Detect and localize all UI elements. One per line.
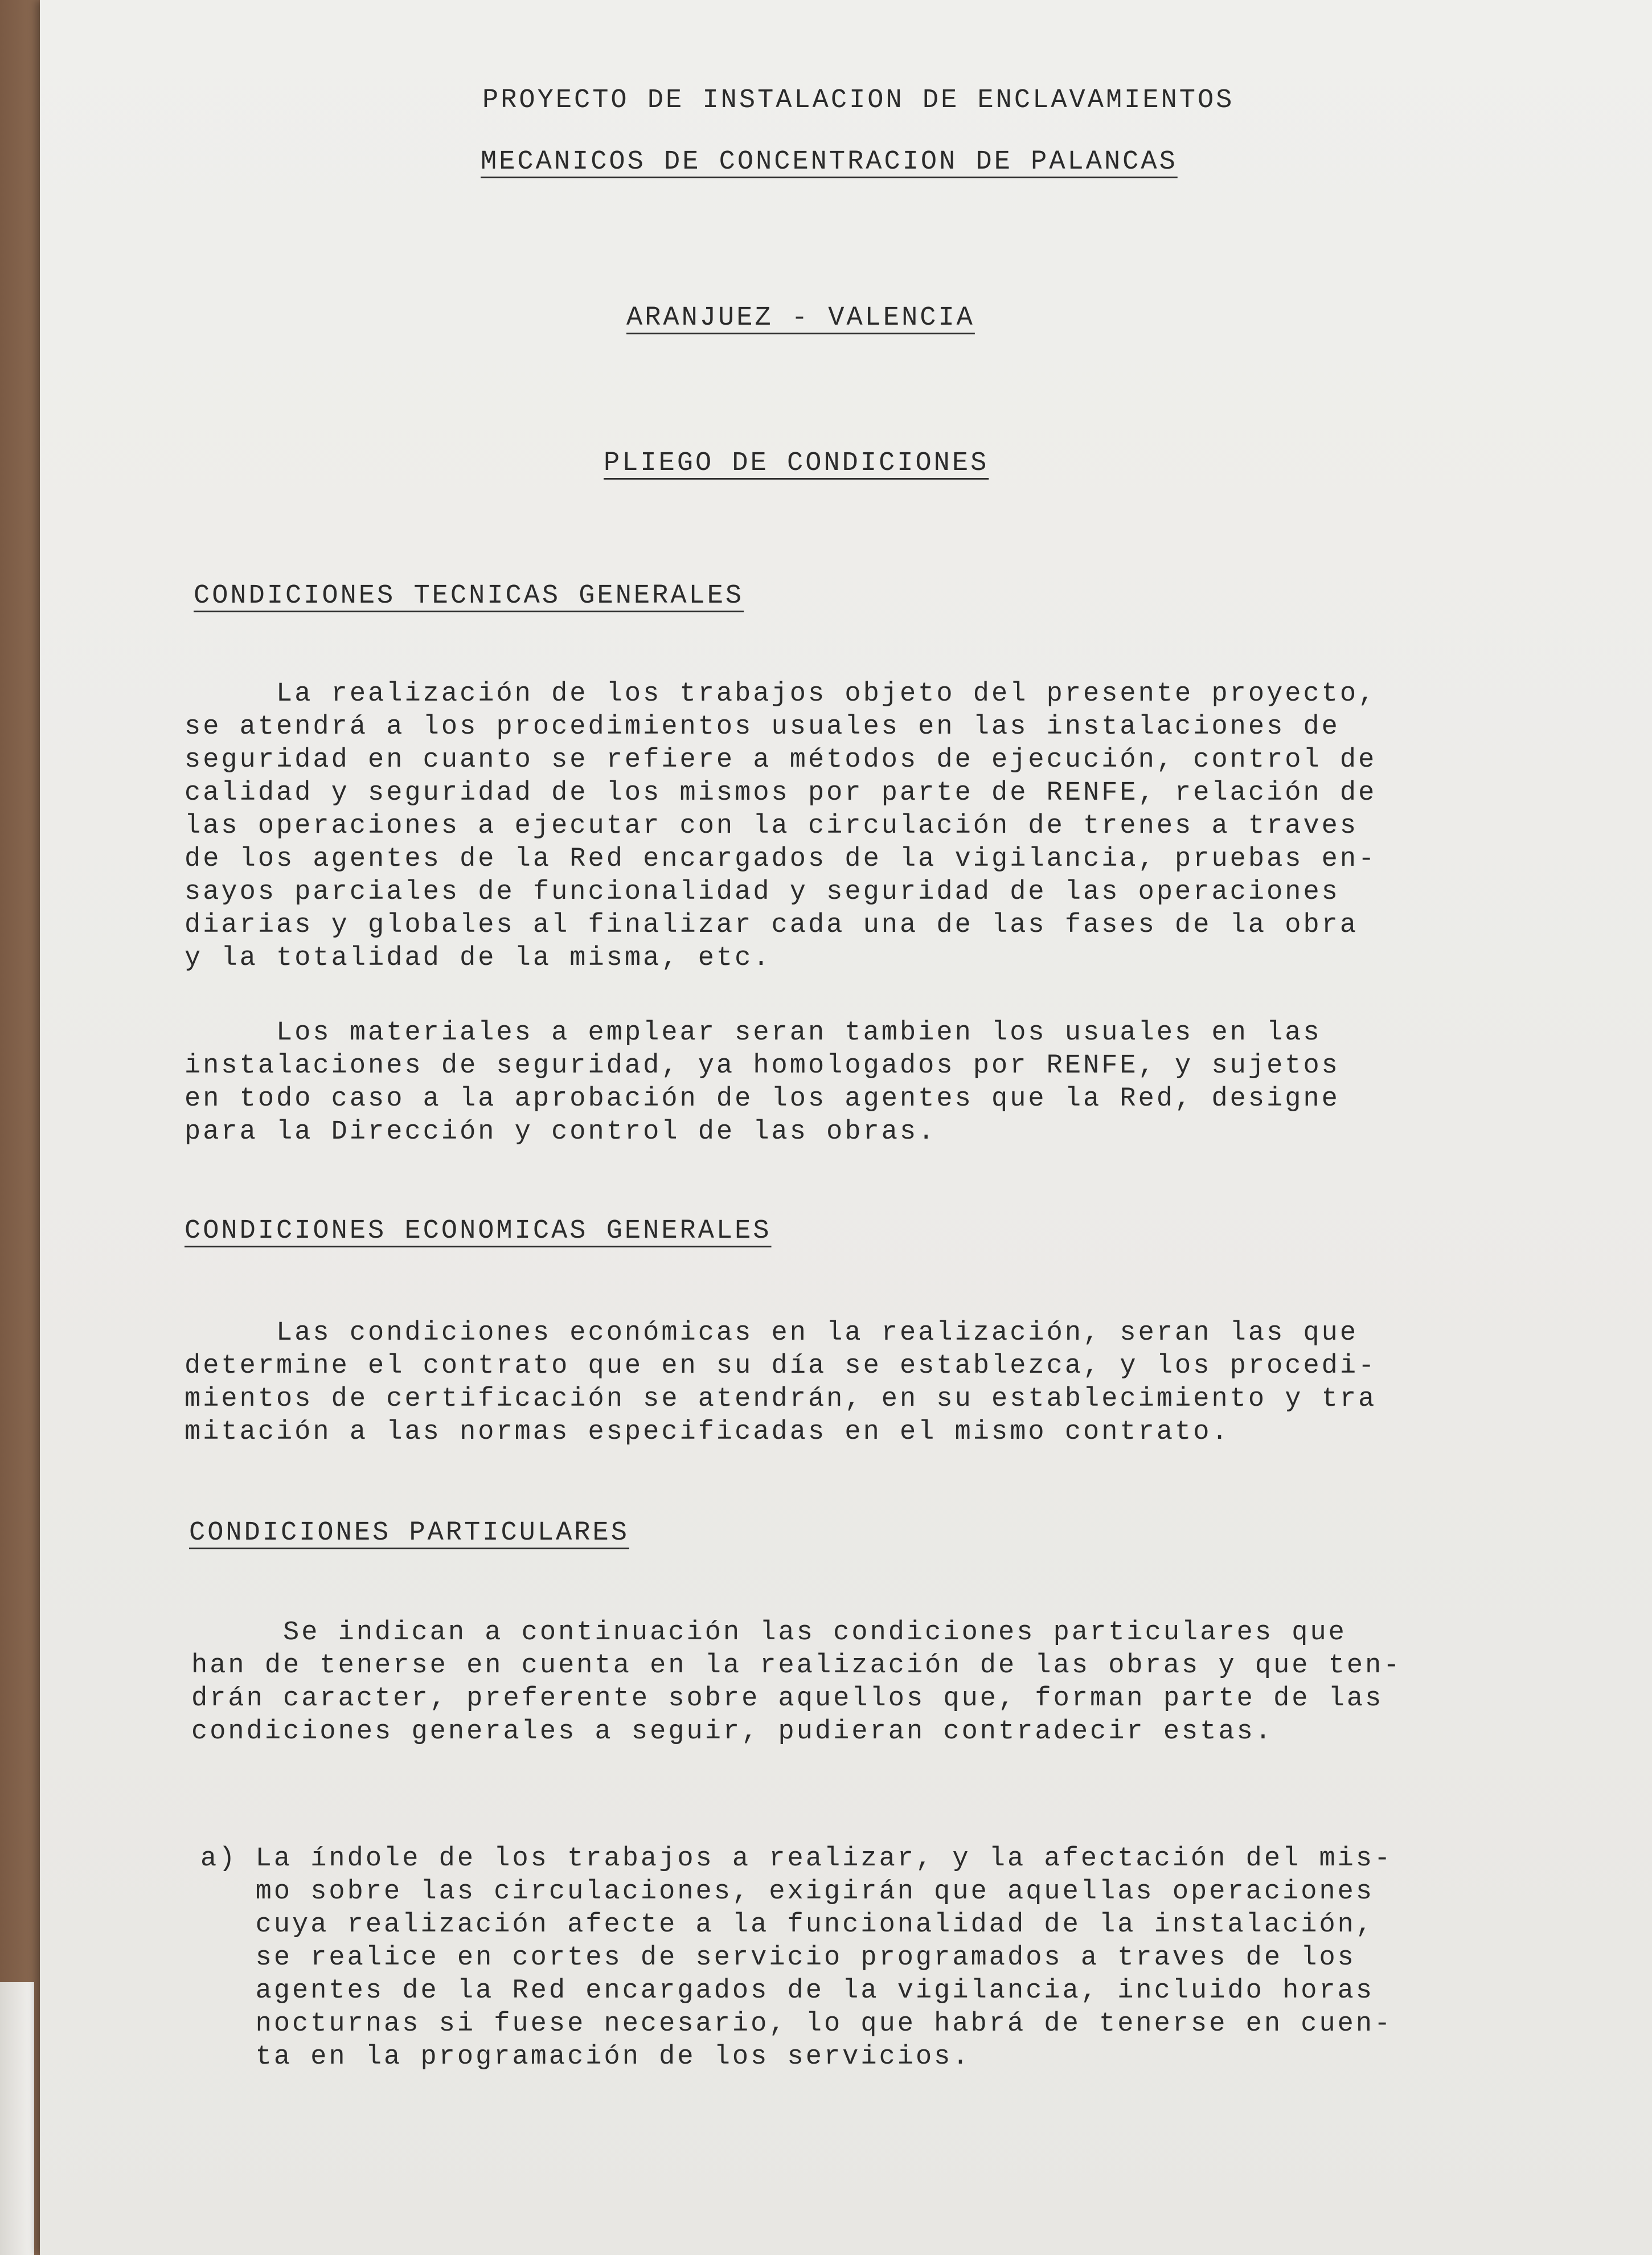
- route-title: ARANJUEZ - VALENCIA: [626, 303, 975, 333]
- paragraph-particulares: Se indican a continuación las condiciones particulares que han de tenerse en cuenta en la realización de las obras y que ten- drán caracter, preferente sobre aquellos que, forman parte de las condiciones generales a seguir, pudieran contradecir estas.: [191, 1618, 1402, 1747]
- document-title: PLIEGO DE CONDICIONES: [604, 448, 989, 478]
- section-heading-particulares: CONDICIONES PARTICULARES: [189, 1518, 629, 1548]
- section-heading-economicas: CONDICIONES ECONOMICAS GENERALES: [185, 1216, 772, 1246]
- paragraph-tecnicas-1: La realización de los trabajos objeto del presente proyecto, se atendrá a los procedimientos usuales en las instalaciones de seguridad en cuanto se refiere a métodos de ejecución, control de calidad y seguridad de los mismos por parte de RENFE, relación de las operaciones a ejecutar con la circulación de trenes a traves de los agentes de la Red encargados de la vigilancia, pruebas en- sayos parciales de funcionalidad y seguridad de las operaciones diarias y globales al finalizar cada una de las fases de la obra y la totalidad de la misma, etc.: [185, 679, 1377, 973]
- title-line-2: MECANICOS DE CONCENTRACION DE PALANCAS: [481, 147, 1178, 177]
- paragraph-tecnicas-2: Los materiales a emplear seran tambien los usuales en las instalaciones de seguridad, ya homologados por RENFE, y sujetos en todo caso a la aprobación de los agentes que la Red, designe para la Dirección y control de las obras.: [185, 1018, 1340, 1147]
- title-line-1: PROYECTO DE INSTALACION DE ENCLAVAMIENTOS: [482, 85, 1235, 116]
- document-page: [40, 0, 1652, 2255]
- paragraph-economicas: Las condiciones económicas en la realización, seran las que determine el contrato que en su día se establezca, y los procedi- mientos de certificación se atendrán, en su establecimiento y tra mitación a las normas especificadas en el mismo contrato.: [185, 1318, 1377, 1447]
- list-item-a: a) La índole de los trabajos a realizar, y la afectación del mis- mo sobre las circulaciones, exigirán que aquellas operaciones cuya realización afecte a la funcionalidad de la instalación, se realice en cortes de servicio programados a traves de los agentes de la Red encargados de la vigilancia, incluido horas nocturnas si fuese necesario, lo que habrá de tenerse en cuen- ta en la programación de los servicios.: [200, 1844, 1393, 2072]
- paper-stack-edge: [0, 1982, 34, 2255]
- section-heading-tecnicas: CONDICIONES TECNICAS GENERALES: [194, 581, 744, 611]
